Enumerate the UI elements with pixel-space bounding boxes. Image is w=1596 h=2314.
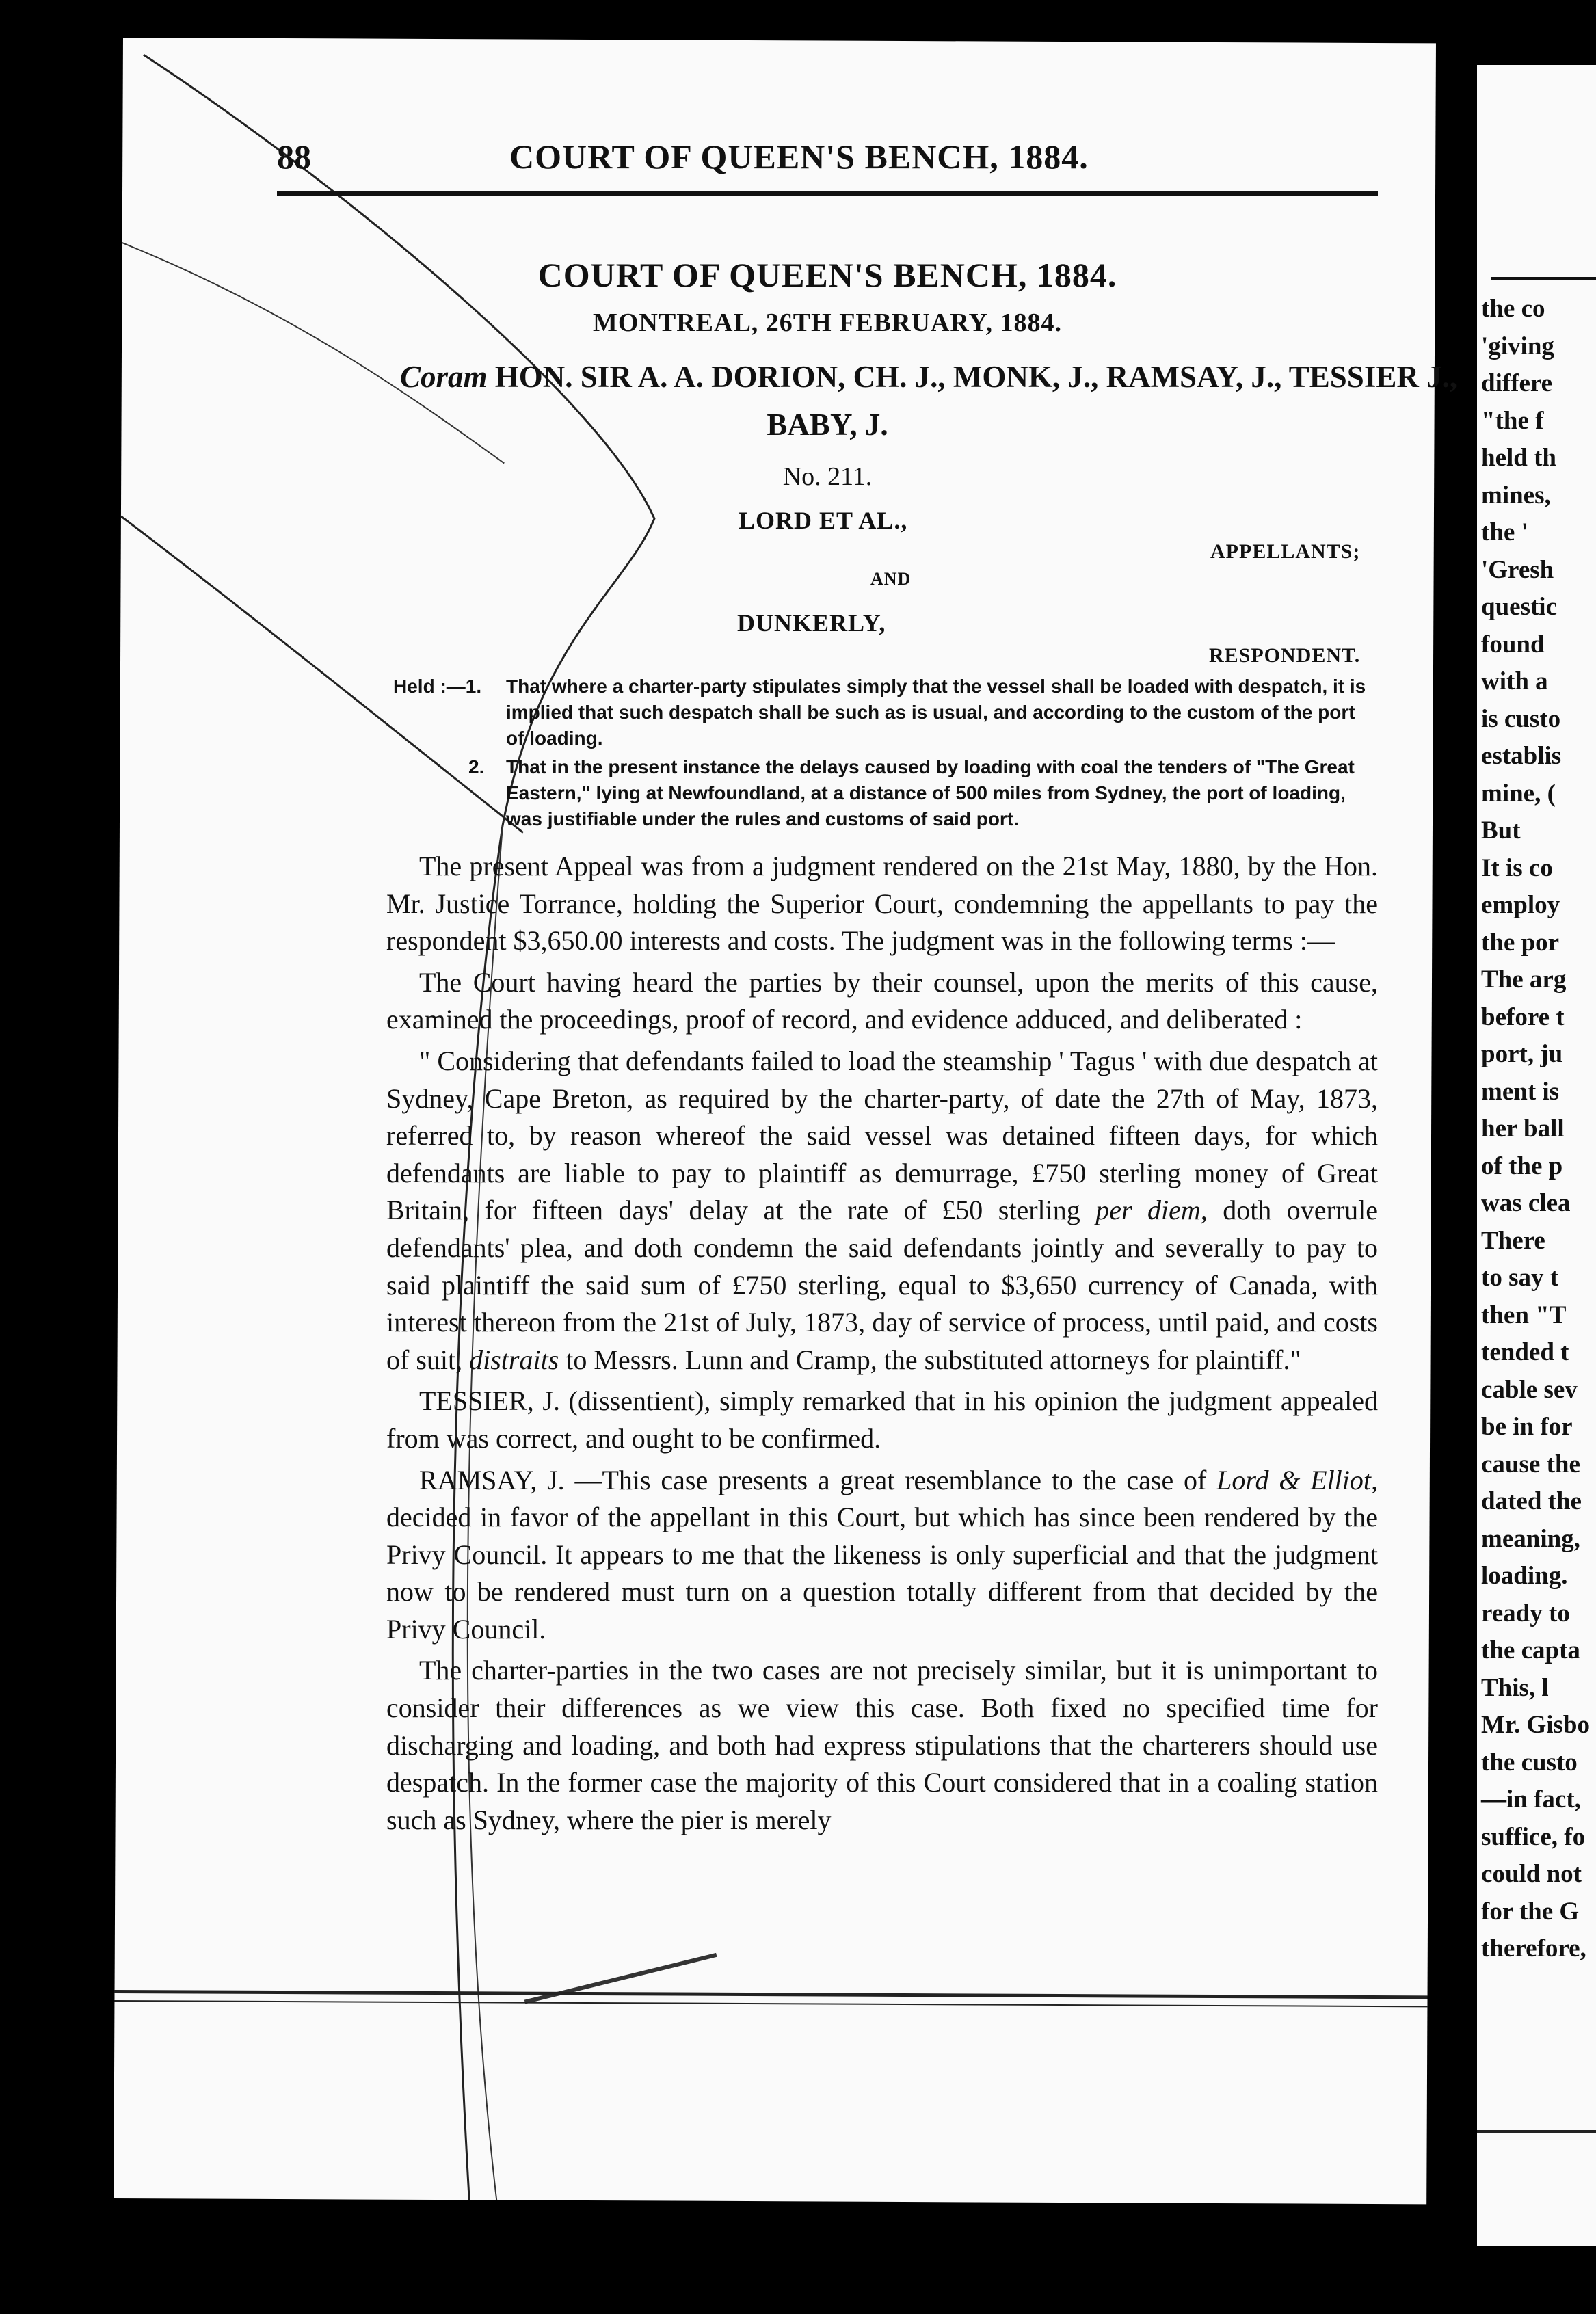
running-head-title: COURT OF QUEEN'S BENCH, 1884. — [509, 137, 1089, 176]
right-page-line: 'Gresh — [1481, 555, 1554, 584]
case-citation: Lord & Elliot, — [1216, 1464, 1379, 1495]
right-page-line: to say t — [1481, 1264, 1559, 1292]
judgment-body — [386, 848, 1378, 1843]
case-number: No. 211. — [782, 462, 873, 491]
appellant-role: APPELLANTS; — [1210, 540, 1361, 563]
right-page-line: found — [1481, 630, 1545, 659]
headnote-text-2: That in the present instance the delays caused by loading with coal the tenders of "The Great Eastern," lying at Newfoundland, at a distance of 500 miles from Sydney, the port of loading, was justifiable under the rules and customs of said port. — [506, 756, 1355, 829]
tessier-text: (dissentient), simply remarked that in his opinion the judgment appealed from was correct, and ought to be confirmed. — [386, 1385, 1379, 1454]
headnote — [393, 674, 1378, 835]
right-page-line: 'giving — [1481, 332, 1554, 360]
judge-name-ramsay: RAMSAY, J. — [419, 1464, 565, 1495]
right-page-line: establis — [1481, 742, 1562, 770]
date-line: MONTREAL, 26TH FEBRUARY, 1884. — [593, 308, 1062, 337]
quote-distraits: distraits — [469, 1344, 559, 1375]
quote-per-diem: per diem, — [1095, 1195, 1208, 1226]
right-page-line: the por — [1481, 928, 1560, 957]
right-page-line: dated the — [1481, 1487, 1582, 1515]
right-page-fragment — [1477, 65, 1596, 2246]
right-page-line: cause the — [1481, 1450, 1580, 1478]
headnote-item-2 — [393, 754, 1378, 832]
right-page-line: held th — [1481, 444, 1557, 472]
right-page-line: loading. — [1481, 1562, 1568, 1590]
paragraph-quote — [386, 1043, 1378, 1379]
right-page-rule — [1491, 277, 1596, 280]
page-number: 88 — [277, 137, 311, 176]
paragraph-ramsay — [386, 1462, 1378, 1649]
right-page-line: mines, — [1481, 481, 1551, 509]
right-page-line: There — [1481, 1226, 1545, 1255]
right-page-line: —in fact, — [1481, 1785, 1581, 1813]
right-page-line: But — [1481, 816, 1521, 845]
right-page-line: for the G — [1481, 1897, 1580, 1926]
right-page-bottom-rule — [1477, 2130, 1596, 2133]
right-page-line: mine, ( — [1481, 779, 1556, 808]
headnote-item-1 — [393, 674, 1378, 752]
headnote-label-2: 2. — [468, 756, 485, 777]
right-page-line: is custo — [1481, 704, 1561, 733]
right-page-line: ment is — [1481, 1077, 1560, 1106]
and-separator: AND — [870, 569, 912, 589]
right-page-line: therefore, — [1481, 1934, 1586, 1963]
running-head — [277, 137, 1378, 198]
right-page-line: tended t — [1481, 1338, 1569, 1366]
right-page-line: questic — [1481, 593, 1557, 621]
coram-last-judge: BABY, J. — [767, 408, 888, 442]
right-page-line: suffice, fo — [1481, 1822, 1586, 1851]
right-page-line: This, l — [1481, 1673, 1549, 1702]
headnote-text-1: That where a charter-party stipulates simply that the vessel shall be loaded with despatch, it is implied that such despatch shall be such as is usual, and according to the custom of the port of loading. — [506, 676, 1366, 749]
right-page-text — [1481, 291, 1590, 1968]
right-page-line: could not — [1481, 1860, 1582, 1888]
quote-part-b: doth overrule defendants' plea, and doth condemn the said defendants jointly and severally to pay to said plaintiff the said sum of £750 sterling, equal to $3,650 currency of Canada, with interest thereon from the 21st of July, 1873, day of service of process, until paid, and costs of suit, — [386, 1195, 1379, 1375]
right-page-line: the co — [1481, 295, 1545, 323]
headnote-label: Held :—1. — [393, 676, 482, 697]
right-page-line: her ball — [1481, 1115, 1565, 1143]
right-page-line: It is co — [1481, 853, 1553, 882]
right-page-line: employ — [1481, 891, 1560, 919]
quote-part-a: " Considering that defendants failed to load the steamship ' Tagus ' with due despatch at Sydney, Cape Breton, as required by the charter-party, of date the 27th of May, 1873, referred to, by reason whereof the said vessel was detained fifteen days, for which defendants are liable to pay to plaintiff as demurrage, £750 sterling money of Great Britain, for fifteen days' delay at the rate of £50 sterling — [386, 1045, 1378, 1226]
right-page-line: meaning, — [1481, 1524, 1580, 1553]
right-page-line: "the f — [1481, 406, 1544, 435]
right-page-line: before t — [1481, 1002, 1565, 1031]
right-page-line: the capta — [1481, 1636, 1580, 1664]
paragraph-charter-parties: The charter-parties in the two cases are not precisely similar, but it is unimportant to consider their differences as we view this case. Both fixed no specified time for discharging and loading, and both had express stipulations that the charterers should use despatch. In the former case the majority of this Court considered that in a coaling station such as Sydney, where the pier is merely — [386, 1655, 1378, 1835]
coram-line — [400, 359, 1457, 395]
quote-part-c: to Messrs. Lunn and Cramp, the substituted attorneys for plaintiff." — [566, 1344, 1301, 1375]
right-page-line: port, ju — [1481, 1040, 1563, 1068]
right-page-line: Mr. Gisbo — [1481, 1711, 1590, 1739]
right-page-line: the custo — [1481, 1748, 1578, 1777]
ramsay-text-a: —This case presents a great resemblance to the case of — [574, 1464, 1207, 1495]
right-page-line: cable sev — [1481, 1375, 1578, 1404]
appellant-name: LORD ET AL., — [739, 507, 908, 534]
right-page-line: was clea — [1481, 1189, 1571, 1217]
respondent-name: DUNKERLY, — [737, 609, 886, 637]
right-page-line: then "T — [1481, 1301, 1567, 1329]
judge-name-tessier: TESSIER, J. — [419, 1385, 560, 1417]
right-page-line: with a — [1481, 667, 1548, 695]
paragraph-2: The Court having heard the parties by their counsel, upon the merits of this cause, examined the proceedings, proof of record, and evidence adduced, and deliberated : — [386, 966, 1378, 1035]
paragraph-tessier — [386, 1383, 1378, 1457]
right-page-line: of the p — [1481, 1152, 1563, 1180]
coram-word: Coram — [400, 360, 488, 394]
right-page-line: the ' — [1481, 518, 1528, 546]
running-head-rule — [277, 191, 1378, 196]
right-page-line: ready to — [1481, 1599, 1570, 1627]
right-page-line: be in for — [1481, 1413, 1573, 1441]
coram-judges: HON. SIR A. A. DORION, CH. J., MONK, J., RAMSAY, J., TESSIER J., — [494, 360, 1458, 394]
paragraph-1: The present Appeal was from a judgment rendered on the 21st May, 1880, by the Hon. Mr. Justice Torrance, holding the Superior Court, condemning the appellants to pay the respondent $3,650.00 interests and costs. The judgment was in the following terms :— — [386, 851, 1378, 957]
court-title: COURT OF QUEEN'S BENCH, 1884. — [537, 256, 1117, 294]
right-page-line: The arg — [1481, 966, 1567, 994]
ramsay-text-b: decided in favor of the appellant in this Court, but which has since been rendered by the Privy Council. It appears to me that the likeness is only superficial and that the judgment now to be rendered must turn on a question totally different from that decided by the Privy Council. — [386, 1502, 1378, 1645]
respondent-role: RESPONDENT. — [1209, 644, 1361, 667]
right-page-line: differe — [1481, 369, 1553, 397]
